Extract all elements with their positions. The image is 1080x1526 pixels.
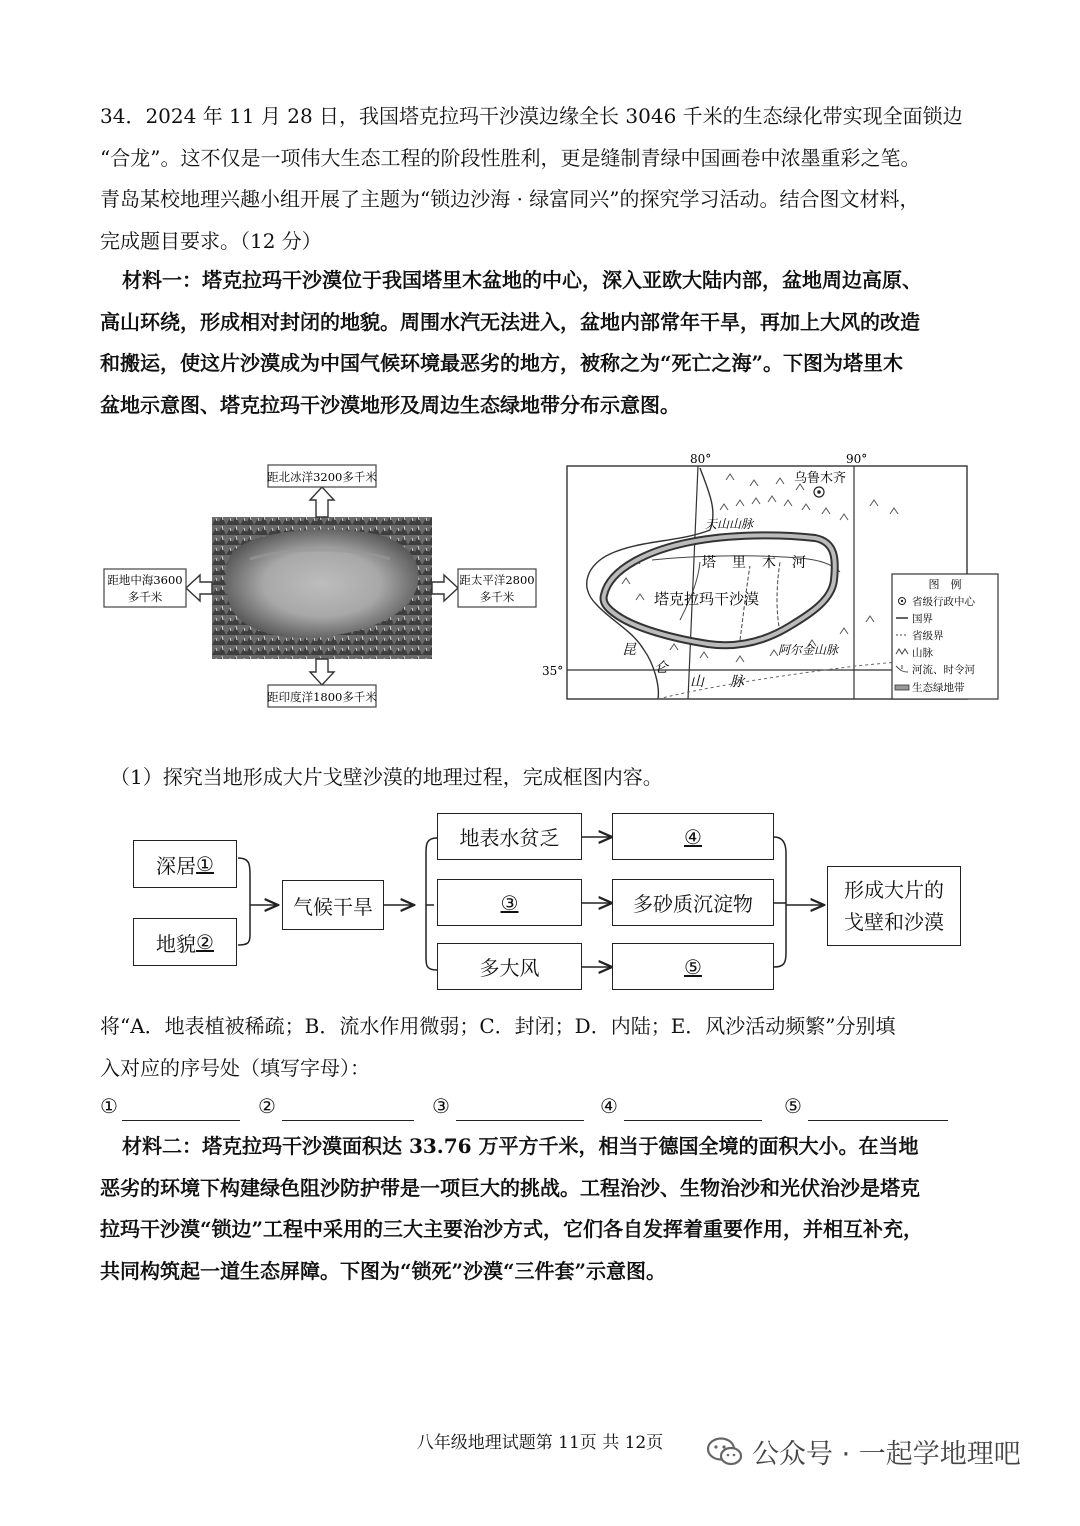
kunlun-label-4: 脉 bbox=[730, 674, 744, 690]
flow-landform-text: 地貌 bbox=[156, 931, 197, 956]
legend-item: 河流、时令河 bbox=[912, 664, 975, 676]
tarim-label-2: 里 bbox=[732, 555, 746, 571]
answer-blank-4[interactable] bbox=[624, 1120, 762, 1121]
flow-box-landform bbox=[133, 918, 237, 966]
flow-result-line: 戈壁和沙漠 bbox=[844, 910, 944, 934]
desert-label: 塔克拉玛干沙漠 bbox=[654, 590, 760, 608]
tarim-label-4: 河 bbox=[792, 555, 806, 571]
wechat-icon bbox=[706, 1436, 744, 1468]
flow-mark-2: ② bbox=[196, 930, 214, 954]
question-line: 完成题目要求。（12 分） bbox=[100, 228, 322, 253]
flow-mark-5: ⑤ bbox=[684, 954, 702, 979]
city-label: 乌鲁木齐 bbox=[794, 471, 847, 486]
material-one bbox=[100, 260, 1005, 426]
blank-label-4: ④ bbox=[600, 1094, 618, 1118]
flow-mark-4: ④ bbox=[684, 824, 702, 849]
relief-image bbox=[212, 517, 432, 659]
material-two-line: 恶劣的环境下构建绿色阻沙防护带是一项巨大的挑战。工程治沙、生物治沙和光伏治沙是塔克 bbox=[100, 1175, 920, 1200]
answer-blanks bbox=[100, 1094, 1005, 1126]
material-two-line: 共同构筑起一道生态屏障。下图为“锁死”沙漠“三件套”示意图。 bbox=[100, 1258, 667, 1283]
flow-mark-1: ① bbox=[196, 852, 214, 876]
flow-result-line: 形成大片的 bbox=[844, 878, 944, 902]
kunlun-label-2: 仑 bbox=[654, 660, 668, 676]
answer-blank-1[interactable] bbox=[122, 1120, 240, 1121]
flow-box-blank-4 bbox=[612, 813, 774, 860]
answer-blank-5[interactable] bbox=[808, 1120, 948, 1121]
blank-label-3: ③ bbox=[432, 1094, 450, 1118]
legend-item: 省级行政中心 bbox=[912, 596, 975, 608]
distance-east-label-2: 多千米 bbox=[479, 590, 515, 604]
distance-south-label: 距印度洋1800多千米 bbox=[267, 690, 377, 704]
flow-box-blank-5 bbox=[612, 943, 774, 990]
lon-90-label: 90° bbox=[846, 452, 868, 466]
question-text bbox=[100, 96, 1005, 262]
question-line: 34．2024 年 11 月 28 日，我国塔克拉玛干沙漠边缘全长 3046 千米的生态绿化带实现全面锁边 bbox=[100, 104, 963, 128]
question-line: “合龙”。这不仅是一项伟大生态工程的阶段性胜利，更是缝制青绿中国画卷中浓墨重彩之笔。 bbox=[100, 145, 921, 170]
taklimakan-map bbox=[540, 450, 1000, 705]
capital-icon-dot bbox=[817, 490, 821, 494]
blank-label-1: ① bbox=[100, 1094, 118, 1118]
flow-box-wind: 多大风 bbox=[437, 943, 582, 990]
kunlun-label-1: 昆 bbox=[622, 642, 636, 658]
fill-line: 入对应的序号处（填写字母）： bbox=[100, 1055, 370, 1080]
tarim-basin-figure bbox=[100, 455, 540, 720]
tianshan-label: 天山山脉 bbox=[705, 517, 754, 531]
material-one-line: 材料一：塔克拉玛干沙漠位于我国塔里木盆地的中心，深入亚欧大陆内部，盆地周边高原、 bbox=[122, 268, 922, 292]
legend-title: 图 例 bbox=[928, 578, 962, 591]
flow-mark-3: ③ bbox=[500, 890, 519, 915]
material-one-line: 和搬运，使这片沙漠成为中国气候环境最恶劣的地方，被称之为“死亡之海”。下图为塔里木 bbox=[100, 351, 904, 375]
lat-35-label: 35° bbox=[542, 664, 564, 678]
arrow-north-icon bbox=[310, 487, 334, 517]
fill-instructions bbox=[100, 1006, 1005, 1089]
tarim-label-1: 塔 bbox=[702, 555, 716, 571]
distance-north-label: 距北冰洋3200多千米 bbox=[267, 470, 377, 484]
distance-east-label: 距太平洋2800 bbox=[459, 573, 535, 587]
lon-80-label: 80° bbox=[690, 452, 712, 466]
material-two bbox=[100, 1126, 1005, 1292]
blank-label-5: ⑤ bbox=[784, 1094, 802, 1118]
arrow-east-icon bbox=[432, 575, 458, 601]
kunlun-label-3: 山 bbox=[690, 674, 704, 690]
question-line: 青岛某校地理兴趣小组开展了主题为“锁边沙海 · 绿富同兴”的探究学习活动。结合图文材料， bbox=[100, 187, 920, 211]
legend-item: 生态绿地带 bbox=[912, 682, 965, 694]
page-footer: 八年级地理试题第 11页 共 12页 bbox=[416, 1433, 664, 1453]
material-one-line: 高山环绕，形成相对封闭的地貌。周围水汽无法进入，盆地内部常年干旱，再加上大风的改造 bbox=[100, 309, 920, 334]
material-two-line: 拉玛干沙漠“锁边”工程中采用的三大主要治沙方式，它们各自发挥着重要作用，并相互补充， bbox=[100, 1217, 924, 1241]
answer-blank-3[interactable] bbox=[456, 1120, 584, 1121]
watermark-text: 公众号 · 一起学地理吧 bbox=[752, 1439, 1021, 1470]
flow-box-result bbox=[827, 866, 961, 946]
flow-box-deep bbox=[133, 840, 237, 888]
sub-question-1: （1）探究当地形成大片戈壁沙漠的地理过程，完成框图内容。 bbox=[110, 765, 663, 789]
material-two-line: 材料二：塔克拉玛干沙漠面积达 33.76 万平方千米，相当于德国全境的面积大小。在当地 bbox=[122, 1134, 919, 1158]
arrow-south-icon bbox=[310, 659, 334, 685]
fill-line: 将“A．地表植被稀疏；B．流水作用微弱；C．封闭；D．内陆；E．风沙活动频繁”分别填 bbox=[100, 1014, 896, 1038]
answer-blank-2[interactable] bbox=[282, 1120, 414, 1121]
flow-deep-text: 深居 bbox=[156, 853, 197, 878]
legend-item: 国界 bbox=[912, 613, 933, 625]
flow-box-sediment: 多砂质沉淀物 bbox=[612, 879, 774, 926]
blank-label-2: ② bbox=[258, 1094, 276, 1118]
watermark bbox=[706, 1432, 1021, 1471]
material-one-line: 盆地示意图、塔克拉玛干沙漠地形及周边生态绿地带分布示意图。 bbox=[100, 392, 680, 417]
map-legend bbox=[892, 574, 998, 699]
tarim-label-3: 木 bbox=[762, 555, 776, 571]
flow-box-blank-3 bbox=[437, 879, 582, 926]
altun-label: 阿尔金山脉 bbox=[778, 643, 839, 657]
legend-greenbelt-icon bbox=[895, 685, 909, 690]
flow-box-water: 地表水贫乏 bbox=[437, 813, 582, 860]
distance-west-label-2: 多千米 bbox=[127, 590, 163, 604]
arrow-west-icon bbox=[186, 575, 212, 601]
legend-item: 省级界 bbox=[912, 630, 944, 642]
distance-west-label: 距地中海3600 bbox=[107, 573, 183, 587]
flow-box-climate: 气候干旱 bbox=[282, 880, 384, 930]
legend-item: 山脉 bbox=[912, 647, 933, 659]
